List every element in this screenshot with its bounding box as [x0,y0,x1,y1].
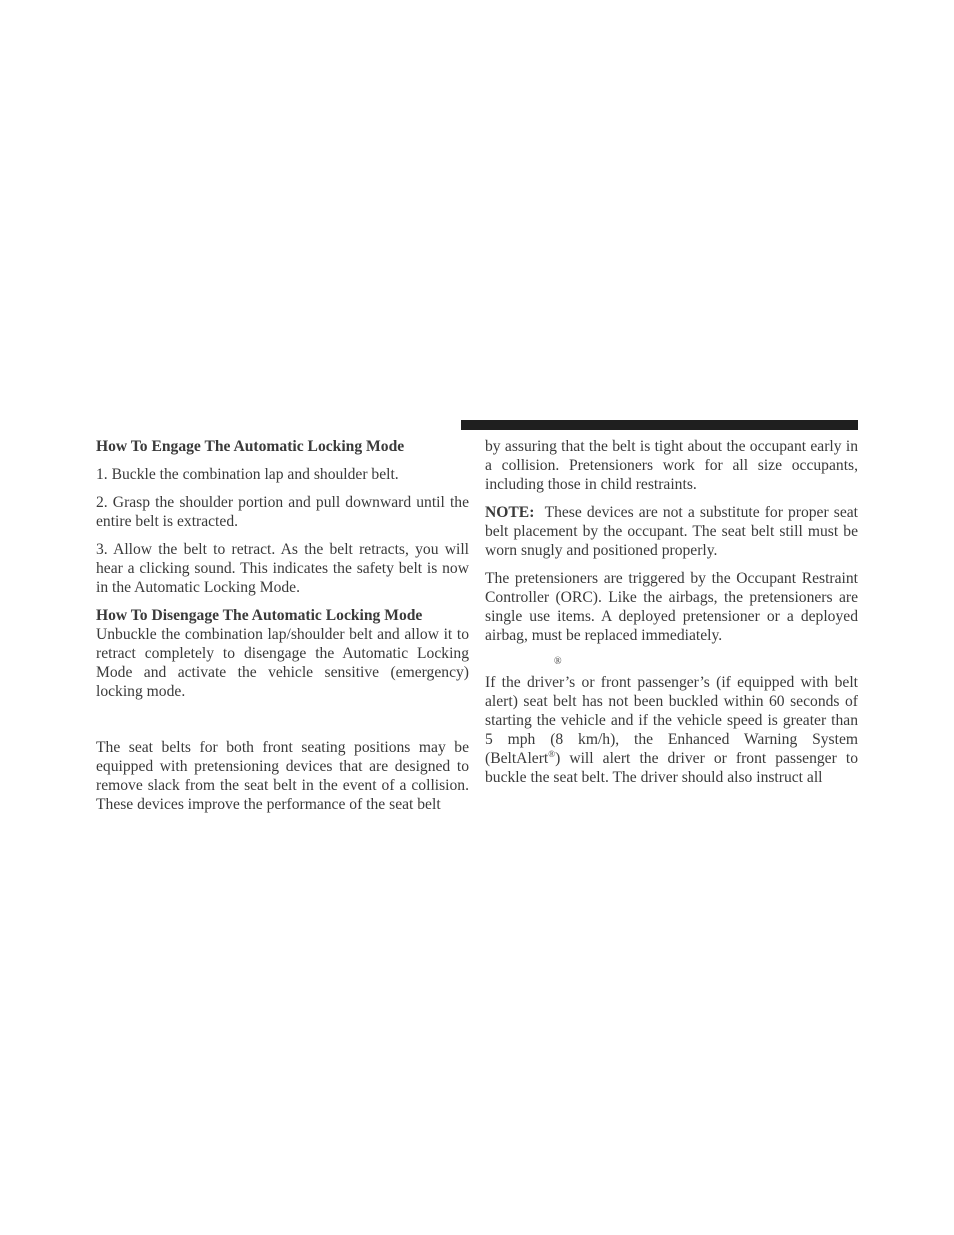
beltalert-heading-area [485,654,858,673]
disengage-text: Unbuckle the combination lap/shoulder belt and allow it to retract completely to disengage the Automatic Locking Mode and activate the vehicle sensitive (emergency) locking mode. [96,626,469,700]
pretensioner-intro: The seat belts for both front seating positions may be equipped with pretensioning devices that are designed to remove slack from the seat belt in the event of a collision. These devices improve the performance of the seat belt [96,739,469,813]
beltalert-text-1: If the driver’s or front passenger’s (if equipped with belt alert) seat belt has not been buckled within 60 seconds of starting the vehicle and if the vehicle speed is greater than 5 mph (8 km/h), the Enhanced Warning System (BeltAlert [485,674,858,767]
step-3: 3. Allow the belt to retract. As the belt retracts, you will hear a clicking sound. This indicates the safety belt is now in the Automatic Locking Mode. [96,541,469,596]
section-divider-bar [461,420,858,430]
left-column [96,437,469,823]
registered-mark: ® [554,656,562,667]
beltalert-paragraph [485,673,858,787]
note-paragraph [485,503,858,560]
beltalert-text-2: ) will alert the driver or front passenger to buckle the seat belt. The driver should also instruct all [485,750,858,786]
right-column [485,437,858,796]
engage-heading: How To Engage The Automatic Locking Mode [96,438,405,455]
disengage-heading: How To Disengage The Automatic Locking Mode [96,607,423,624]
note-text: These devices are not a substitute for proper seat belt placement by the occupant. The seat belt still must be worn snugly and positioned properly. [485,504,859,559]
step-2: 2. Grasp the shoulder portion and pull downward until the entire belt is extracted. [96,494,469,530]
step-1: 1. Buckle the combination lap and shoulder belt. [96,466,399,483]
continuation-text: by assuring that the belt is tight about the occupant early in a collision. Pretensioners work for all size occupants, including those in child restraints. [485,438,858,493]
beltalert-registered: ® [548,748,556,759]
pretensioners-heading-area [96,710,469,729]
orc-paragraph: The pretensioners are triggered by the Occupant Restraint Controller (ORC). Like the airbags, the pretensioners are single use items. A deployed pretensioner or a deployed airbag, must be replaced immediately. [485,570,858,644]
note-label: NOTE: [485,504,535,521]
